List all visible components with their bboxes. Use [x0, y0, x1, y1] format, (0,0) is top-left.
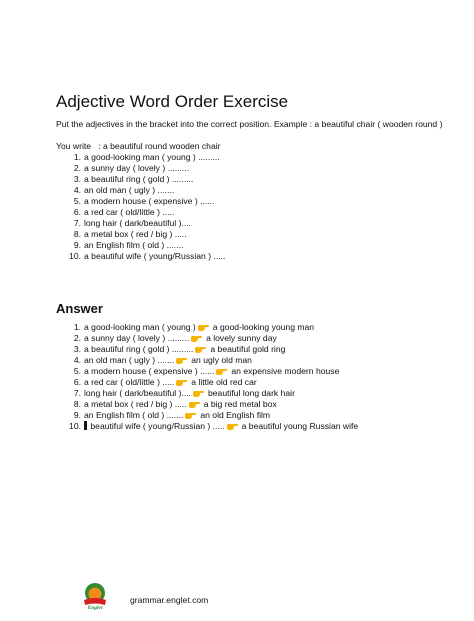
list-number: 9.	[73, 240, 81, 250]
answer-text: a good-looking young man	[212, 322, 315, 332]
answer-question-text: a metal box ( red / big ) .....	[84, 399, 187, 409]
question-text: a modern house ( expensive ) ......	[84, 196, 215, 206]
answer-question-text: a sunny day ( lovely ) .........	[84, 333, 190, 343]
answer-item	[70, 322, 358, 333]
list-number: 6.	[73, 207, 81, 217]
answer-text: a beautiful gold ring	[210, 344, 286, 354]
question-item	[70, 218, 225, 229]
pointing-hand-icon	[227, 422, 238, 430]
question-item	[70, 207, 225, 218]
list-number: 2.	[73, 333, 81, 343]
answer-text: a lovely sunny day	[206, 333, 277, 343]
answer-text: a little old red car	[191, 377, 257, 387]
answer-text: an expensive modern house	[231, 366, 340, 376]
pointing-hand-icon	[176, 378, 187, 386]
answer-question-text: beautiful wife ( young/Russian ) .....	[88, 421, 225, 431]
question-item	[70, 251, 225, 262]
answer-question-text: a red car ( old/little ) .....	[84, 377, 175, 387]
answer-heading: Answer	[56, 301, 103, 316]
list-number: 10.	[69, 421, 81, 431]
answer-question-text: an English film ( old ) .......	[84, 410, 184, 420]
question-text: an English film ( old ) .......	[84, 240, 184, 250]
answer-question-text: a modern house ( expensive ) ......	[84, 366, 215, 376]
answer-question-text: long hair ( dark/beautiful )....	[84, 388, 191, 398]
example-text: You write : a beautiful round wooden chair	[56, 141, 221, 151]
answer-text: an old English film	[200, 410, 271, 420]
question-text: a sunny day ( lovely ) .........	[84, 163, 190, 173]
pointing-hand-icon	[216, 367, 227, 375]
question-item	[70, 163, 225, 174]
answer-question-text: a beautiful ring ( gold ) .........	[84, 344, 194, 354]
answer-item	[70, 344, 358, 355]
list-number: 8.	[73, 229, 81, 239]
pointing-hand-icon	[185, 411, 196, 419]
answer-text: a beautiful young Russian wife	[241, 421, 359, 431]
question-text: a beautiful ring ( gold ) .........	[84, 174, 194, 184]
footer-url: grammar.englet.com	[130, 595, 209, 605]
page-title: Adjective Word Order Exercise	[56, 92, 289, 111]
answer-text: beautiful long dark hair	[208, 388, 295, 398]
question-list	[70, 152, 225, 262]
englet-logo	[80, 580, 110, 610]
answer-question-text: a good-looking man ( young )	[84, 322, 196, 332]
answer-item	[70, 410, 358, 421]
pointing-hand-icon	[198, 323, 209, 331]
question-text: an old man ( ugly ) .......	[84, 185, 175, 195]
question-item	[70, 196, 225, 207]
question-text: long hair ( dark/beautiful )....	[84, 218, 191, 228]
answer-question-text: an old man ( ugly ) .......	[84, 355, 175, 365]
question-item	[70, 152, 225, 163]
answer-item	[70, 399, 358, 410]
pointing-hand-icon	[193, 389, 204, 397]
list-number: 9.	[73, 410, 81, 420]
text-cursor	[84, 421, 87, 430]
pointing-hand-icon	[176, 356, 187, 364]
list-number: 10.	[69, 251, 81, 261]
answer-item	[70, 366, 358, 377]
list-number: 6.	[73, 377, 81, 387]
pointing-hand-icon	[189, 400, 200, 408]
list-number: 4.	[73, 185, 81, 195]
answer-item	[70, 377, 358, 388]
list-number: 5.	[73, 196, 81, 206]
question-text: a red car ( old/little ) .....	[84, 207, 175, 217]
answer-text: an ugly old man	[191, 355, 252, 365]
question-text: a beautiful wife ( young/Russian ) .....	[84, 251, 226, 261]
question-text: a metal box ( red / big ) .....	[84, 229, 187, 239]
pointing-hand-icon	[195, 345, 206, 353]
question-text: a good-looking man ( young ) .........	[84, 152, 220, 162]
list-number: 5.	[73, 366, 81, 376]
list-number: 1.	[73, 322, 81, 332]
logo-text: Englet	[87, 605, 103, 610]
question-item	[70, 174, 225, 185]
answer-list	[70, 322, 358, 432]
list-number: 4.	[73, 355, 81, 365]
list-number: 3.	[73, 174, 81, 184]
list-number: 7.	[73, 388, 81, 398]
pointing-hand-icon	[191, 334, 202, 342]
instructions-text: Put the adjectives in the bracket into the correct position. Example : a beautiful chair ( wooden round )	[56, 119, 443, 129]
answer-item	[70, 421, 358, 432]
answer-item	[70, 333, 358, 344]
answer-item	[70, 388, 358, 399]
answer-item	[70, 355, 358, 366]
logo-red-ribbon	[84, 598, 106, 605]
list-number: 3.	[73, 344, 81, 354]
question-item	[70, 185, 225, 196]
question-item	[70, 240, 225, 251]
list-number: 8.	[73, 399, 81, 409]
answer-text: a big red metal box	[203, 399, 277, 409]
list-number: 1.	[73, 152, 81, 162]
list-number: 7.	[73, 218, 81, 228]
question-item	[70, 229, 225, 240]
list-number: 2.	[73, 163, 81, 173]
